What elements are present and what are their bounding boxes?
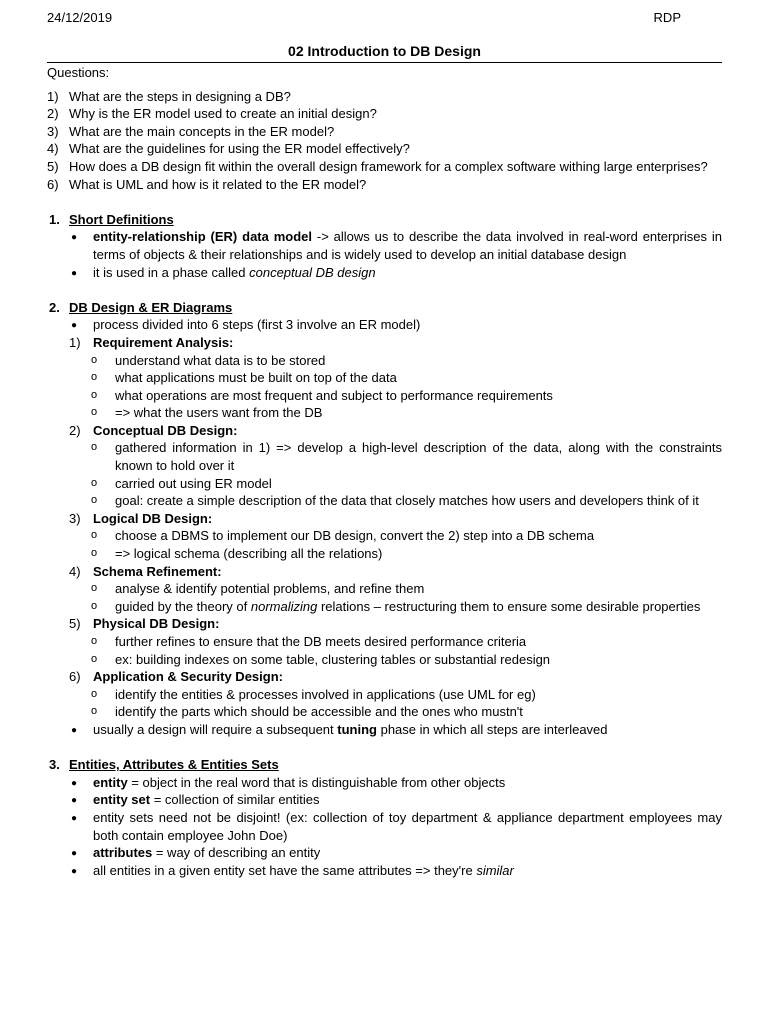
sub-item: o what operations are most frequent and subject to performance requirements bbox=[91, 387, 553, 403]
sub-item: o further refines to ensure that the DB meets desired performance criteria bbox=[91, 634, 527, 649]
sub-item: o what applications must be built on top of the data bbox=[91, 370, 397, 386]
document-body bbox=[47, 64, 722, 879]
question-item: 1) What are the steps in designing a DB? bbox=[47, 88, 291, 104]
bullet-item: ● it is used in a phase called conceptual DB design bbox=[71, 264, 376, 280]
bullet-item: ● process divided into 6 steps (first 3 involve an ER model) bbox=[71, 317, 421, 333]
sub-item: o carried out using ER model bbox=[91, 475, 272, 491]
question-item: 5) How does a DB design fit within the overall design framework for a complex software withing large enterprises? bbox=[47, 158, 708, 174]
step-heading: 2) Conceptual DB Design: bbox=[69, 422, 238, 438]
question-item: 2) Why is the ER model used to create an initial design? bbox=[47, 106, 377, 122]
document-title: 02 Introduction to DB Design bbox=[47, 43, 722, 63]
sub-item: o => logical schema (describing all the relations) bbox=[91, 546, 383, 562]
section-heading: 2. DB Design & ER Diagrams bbox=[49, 299, 233, 315]
section-heading: 3. Entities, Attributes & Entities Sets bbox=[49, 757, 279, 773]
bullet-item: ● entity sets need not be disjoint! (ex: collection of toy department & appliance department employees may both contain employee John Doe) bbox=[71, 809, 722, 843]
question-item: 6) What is UML and how is it related to the ER model? bbox=[47, 176, 367, 192]
sub-item: o gathered information in 1) => develop a high-level description of the data, along with the constraints known to hold over it bbox=[91, 440, 722, 474]
page-header bbox=[47, 10, 722, 26]
bullet-item: ● entity = object in the real word that is distinguishable from other objects bbox=[71, 774, 506, 790]
bullet-item: ● entity-relationship (ER) data model -> allows us to describe the data involved in real-word enterprises in terms of objects & their relationships and is widely used to develop an initial database design bbox=[71, 229, 722, 262]
bullet-item: ● entity set = collection of similar entities bbox=[71, 792, 320, 808]
step-heading: 6) Application & Security Design: bbox=[69, 669, 283, 685]
step-heading: 3) Logical DB Design: bbox=[69, 510, 213, 526]
sub-item: o identify the entities & processes involved in applications (use UML for eg) bbox=[91, 686, 536, 702]
header-author: RDP bbox=[653, 10, 681, 25]
questions-label: Questions: bbox=[47, 65, 110, 80]
question-item: 4) What are the guidelines for using the ER model effectively? bbox=[47, 141, 410, 157]
step-heading: 1) Requirement Analysis: bbox=[69, 334, 234, 350]
sub-item: o understand what data is to be stored bbox=[91, 352, 326, 368]
step-heading: 4) Schema Refinement: bbox=[69, 563, 222, 579]
header-date: 24/12/2019 bbox=[47, 10, 113, 25]
step-heading: 5) Physical DB Design: bbox=[69, 616, 220, 632]
sub-item: o ex: building indexes on some table, clustering tables or substantial redesign bbox=[91, 651, 551, 667]
sub-item: o analyse & identify potential problems, and refine them bbox=[91, 581, 425, 597]
bullet-item: ● usually a design will require a subsequent tuning phase in which all steps are interleaved bbox=[71, 721, 608, 737]
sub-item: o => what the users want from the DB bbox=[91, 405, 323, 421]
section-heading: 1. Short Definitions bbox=[49, 211, 174, 227]
bullet-item: ● all entities in a given entity set have the same attributes => they're similar bbox=[71, 862, 514, 878]
sub-item: o choose a DBMS to implement our DB design, convert the 2) step into a DB schema bbox=[91, 528, 595, 544]
question-item: 3) What are the main concepts in the ER model? bbox=[47, 123, 335, 139]
sub-item: o guided by the theory of normalizing relations – restructuring them to ensure some desirable properties bbox=[91, 598, 701, 614]
sub-item: o goal: create a simple description of the data that closely matches how users and developers think of it bbox=[91, 493, 699, 509]
bullet-item: ● attributes = way of describing an entity bbox=[71, 845, 321, 861]
sub-item: o identify the parts which should be accessible and the ones who mustn't bbox=[91, 704, 523, 720]
